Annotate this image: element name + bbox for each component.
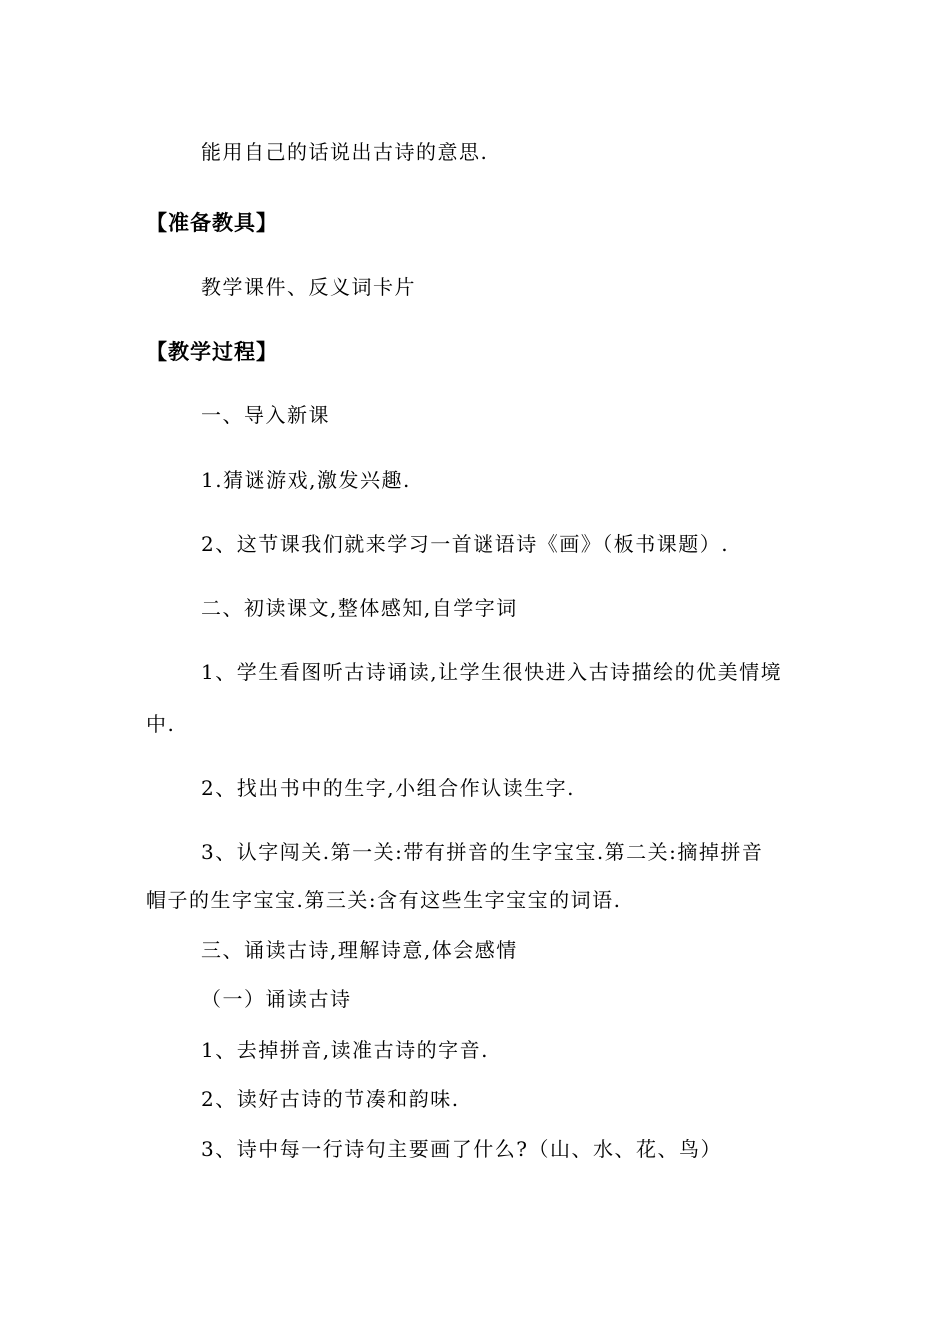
process-line: （一）诵读古诗 — [201, 987, 352, 1011]
process-line: 1、去掉拼音,读准古诗的字音. — [201, 1038, 489, 1062]
process-line: 1、学生看图听古诗诵读,让学生很快进入古诗描绘的优美情境 — [201, 660, 783, 684]
process-line: 3、诗中每一行诗句主要画了什么?（山、水、花、鸟） — [201, 1137, 722, 1161]
process-line: 一、导入新课 — [201, 403, 330, 427]
process-line: 2、读好古诗的节凑和韵味. — [201, 1087, 460, 1111]
process-line: 2、这节课我们就来学习一首谜语诗《画》（板书课题）. — [201, 532, 730, 556]
section-heading-process: 【教学过程】 — [146, 340, 278, 364]
process-line: 1.猜谜游戏,激发兴趣. — [201, 468, 411, 492]
process-line: 中. — [146, 712, 176, 736]
prep-content: 教学课件、反义词卡片 — [201, 275, 416, 299]
objective-line: 能用自己的话说出古诗的意思. — [201, 140, 489, 164]
process-line: 帽子的生字宝宝.第三关:含有这些生字宝宝的词语. — [146, 888, 622, 912]
process-line: 3、认字闯关.第一关:带有拼音的生字宝宝.第二关:摘掉拼音 — [201, 840, 764, 864]
process-line: 2、找出书中的生字,小组合作认读生字. — [201, 776, 575, 800]
section-heading-prep: 【准备教具】 — [146, 211, 278, 235]
process-line: 二、初读课文,整体感知,自学字词 — [201, 596, 518, 620]
process-line: 三、诵读古诗,理解诗意,体会感情 — [201, 938, 518, 962]
